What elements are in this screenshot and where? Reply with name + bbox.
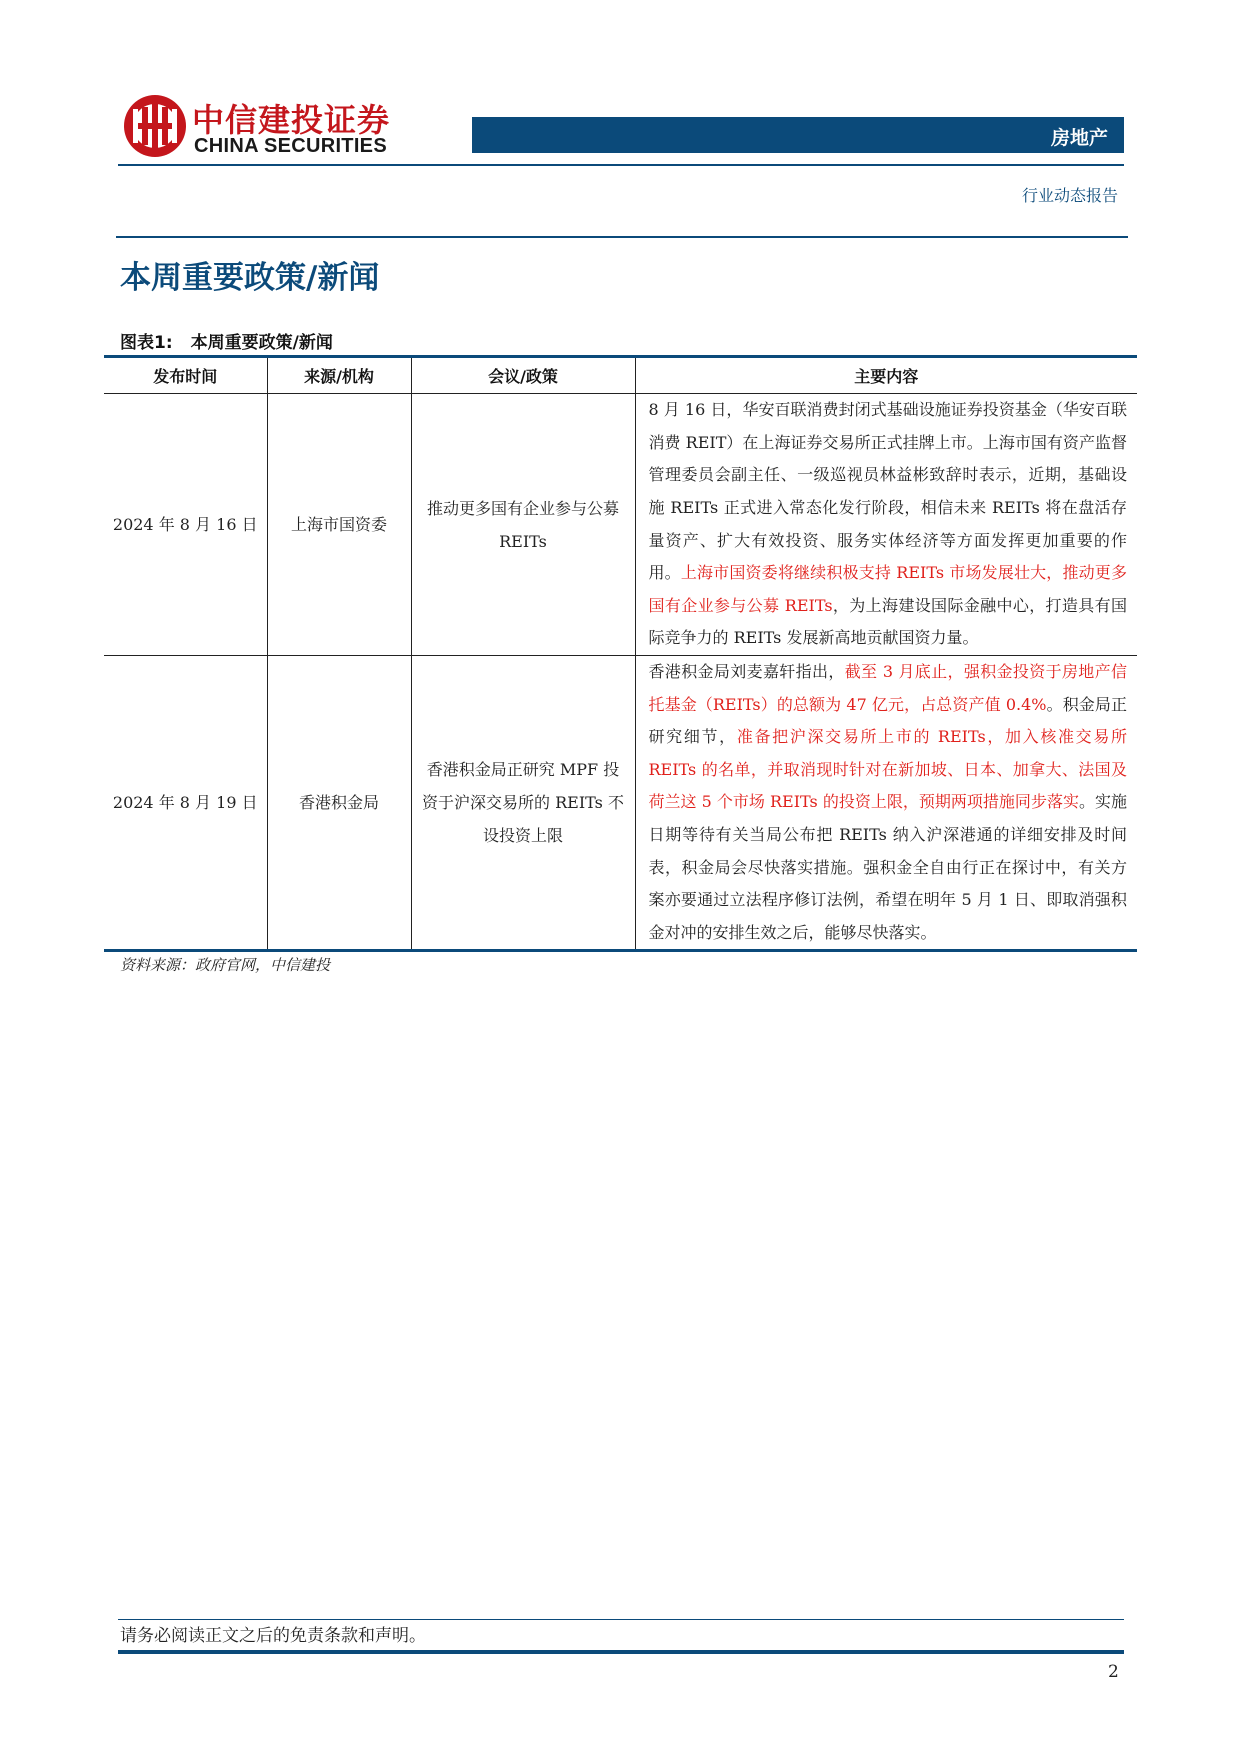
footer-divider — [118, 1619, 1124, 1620]
policy-news-table — [104, 355, 1137, 952]
china-securities-logo-icon — [122, 93, 188, 159]
cell-policy: 香港积金局正研究 MPF 投资于沪深交易所的 REITs 不设投资上限 — [411, 656, 635, 951]
table-caption-label: 图表1: — [120, 333, 173, 353]
content-text: 8 月 16 日，华安百联消费封闭式基础设施证券投资基金（华安百联消费 REIT）在上海证券交易所正式挂牌上市。上海市国有资产监督管理委员会副主任、一级巡视员林益彬致辞时表示，近期，基础设施 REITs 正式进入常态化发行阶段，相信未来 REITs 将在盘活存量资产、扩大有效投资、服务实体经济等方面发挥更加重要的作用。 — [648, 400, 1127, 583]
table-row — [104, 656, 1137, 951]
header-content: 主要内容 — [635, 357, 1137, 394]
cell-date: 2024 年 8 月 16 日 — [104, 394, 267, 656]
content-text: 。实施日期等待有关当局公布把 REITs 纳入沪深港通的详细安排及时间表，积金局会尽快落实措施。强积金全自由行正在探讨中，有关方案亦要通过立法程序修订法例，希望在明年 5 月 1 日、即取消强积金对冲的安排生效之后，能够尽快落实。 — [648, 792, 1127, 942]
cell-date: 2024 年 8 月 19 日 — [104, 656, 267, 951]
cell-policy: 推动更多国有企业参与公募 REITs — [411, 394, 635, 656]
section-divider — [116, 236, 1128, 238]
content-text: 香港积金局刘麦嘉轩指出， — [648, 662, 845, 681]
logo-chinese-name: 中信建投证券 — [192, 101, 391, 139]
cell-source: 香港积金局 — [267, 656, 411, 951]
sector-banner — [472, 117, 1124, 153]
table-caption-title: 本周重要政策/新闻 — [190, 333, 333, 353]
company-logo — [122, 93, 392, 163]
table-row — [104, 394, 1137, 656]
table-caption — [120, 328, 333, 353]
content-text: ，为上海建设国际金融中心，打造具有国际竞争力的 REITs 发展新高地贡献国资力量。 — [648, 595, 1127, 648]
header-policy: 会议/政策 — [411, 357, 635, 394]
cell-content — [635, 656, 1137, 951]
disclaimer: 请务必阅读正文之后的免责条款和声明。 — [120, 1626, 426, 1646]
cell-content — [635, 394, 1137, 656]
section-title: 本周重要政策/新闻 — [120, 260, 380, 296]
report-type: 行业动态报告 — [1021, 186, 1118, 205]
sector-label: 房地产 — [1050, 127, 1108, 149]
header-source: 来源/机构 — [267, 357, 411, 394]
page-number: 2 — [1108, 1662, 1119, 1682]
logo-english-name: CHINA SECURITIES — [194, 135, 387, 157]
source-note: 资料来源：政府官网，中信建投 — [120, 956, 331, 974]
content-highlight: 截至 3 月底止，强积金投资于房地产信托基金（REITs）的总额为 47 亿元，占总资产值 0.4% — [648, 662, 1127, 714]
header-divider — [118, 164, 1124, 166]
content-highlight: 上海市国资委将继续积极支持 REITs 市场发展壮大，推动更多国有企业参与公募 REITs — [648, 563, 1127, 615]
header-date: 发布时间 — [104, 357, 267, 394]
content-text: 。积金局正研究细节， — [648, 694, 1127, 747]
footer-bar — [118, 1650, 1124, 1654]
content-highlight: 准备把沪深交易所上市的 REITs，加入核准交易所 REITs 的名单，并取消现时针对在新加坡、日本、加拿大、法国及荷兰这 5 个市场 REITs 的投资上限，预期两项措施同步落实 — [648, 727, 1127, 812]
cell-source: 上海市国资委 — [267, 394, 411, 656]
table-header-row — [104, 357, 1137, 394]
